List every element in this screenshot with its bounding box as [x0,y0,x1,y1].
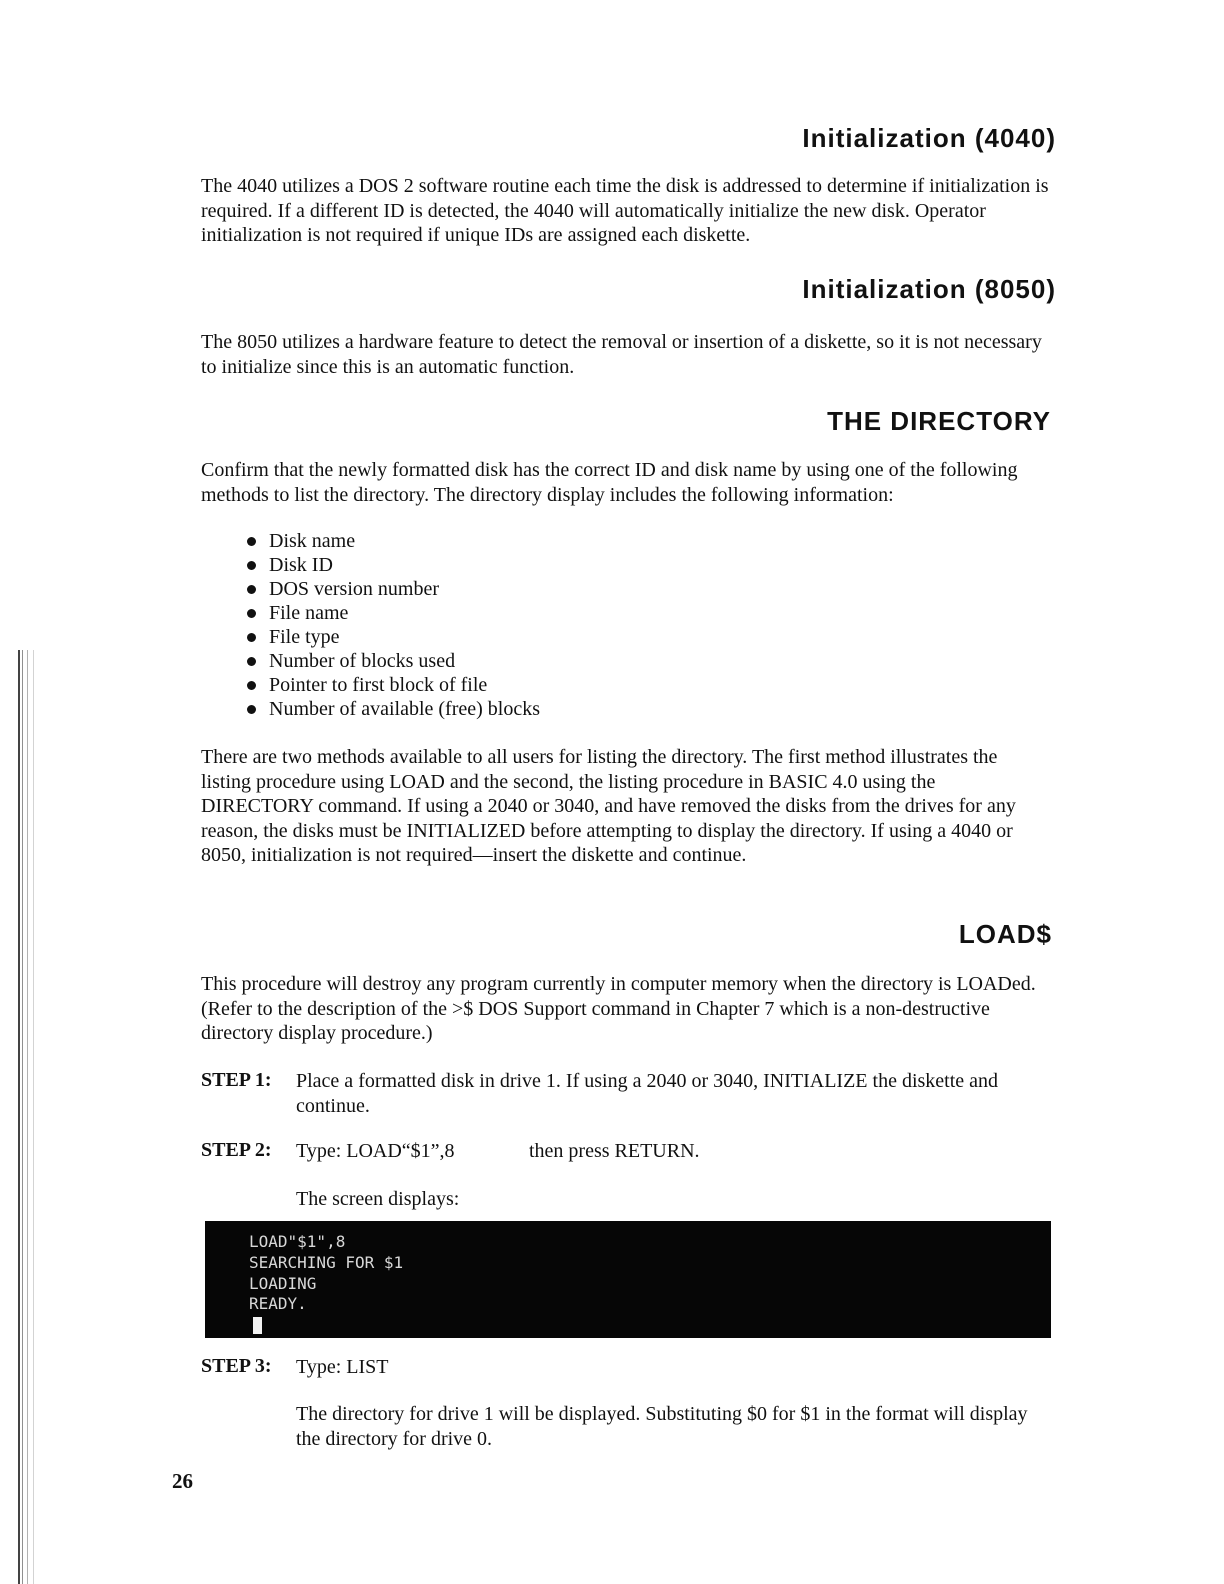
list-item [246,577,540,601]
bullet-icon [247,561,256,570]
list-item [246,529,540,553]
step-3-note: The directory for drive 1 will be displayed. Substituting $0 for $1 in the format will display the directory for drive 0. [296,1403,1028,1450]
list-item-text: Disk ID [269,554,333,576]
heading-initialization-8050: Initialization (8050) [802,274,1056,304]
page-number: 26 [172,1469,193,1493]
paragraph-directory-intro: Confirm that the newly formatted disk has the correct ID and disk name by using one of the following methods to list the directory. The directory display includes the following information: [201,459,1018,506]
step-1-label: STEP 1: [201,1069,272,1091]
paragraph-initialization-8050: The 8050 utilizes a hardware feature to detect the removal or insertion of a diskette, so it is not necessary to initialize since this is an automatic function. [201,331,1042,378]
step-2-note: The screen displays: [296,1188,460,1210]
heading-initialization-4040: Initialization (4040) [802,123,1056,153]
screen-line: LOADING [249,1274,317,1293]
list-item-text: Disk name [269,530,356,552]
screen-line: SEARCHING FOR $1 [249,1253,404,1272]
heading-load: LOAD$ [958,919,1052,949]
step-2-label: STEP 2: [201,1139,272,1161]
step-2-command: Type: LOAD“$1”,8 [296,1140,455,1162]
bullet-icon [247,537,256,546]
bullet-icon [247,681,256,690]
step-3-label: STEP 3: [201,1355,272,1377]
list-item-text: File type [269,626,340,648]
bullet-icon [247,609,256,618]
screen-line: READY. [249,1294,307,1313]
list-item-text: Number of blocks used [269,650,456,672]
bullet-icon [247,585,256,594]
screen-display [205,1221,1051,1338]
list-item-text: Number of available (free) blocks [269,698,540,720]
paragraph-listing-methods: There are two methods available to all users for listing the directory. The first method illustrates the listing procedure using LOAD and the second, the listing procedure in BASIC 4.0 using the DIRECTORY command. If using a 2040 or 3040, and have removed the disks from the drives for any reason, the disks must be INITIALIZED before attempting to display the directory. If using a 4040 or 8050, initialization is not required—insert the diskette and continue. [201,746,1016,866]
step-2-action: then press RETURN. [529,1140,700,1162]
list-item [246,649,540,673]
list-item-text: DOS version number [269,578,439,600]
list-item [246,673,540,697]
list-item [246,625,540,649]
directory-info-list [246,529,540,721]
list-item [246,601,540,625]
list-item-text: Pointer to first block of file [269,674,488,696]
step-1-text: Place a formatted disk in drive 1. If using a 2040 or 3040, INITIALIZE the diskette and continue. [296,1070,999,1117]
bullet-icon [247,657,256,666]
paragraph-initialization-4040: The 4040 utilizes a DOS 2 software routine each time the disk is addressed to determine if initialization is required. If a different ID is detected, the 4040 will automatically initialize the new disk. Operator initialization is not required if unique IDs are assigned each diskette. [201,175,1049,246]
bullet-icon [247,633,256,642]
heading-the-directory: THE DIRECTORY [827,406,1051,436]
cursor-icon [253,1317,262,1334]
binding-edge [0,650,44,1584]
step-3-command: Type: LIST [296,1356,389,1378]
list-item-text: File name [269,602,349,624]
paragraph-load-intro: This procedure will destroy any program currently in computer memory when the directory is LOADed. (Refer to the description of the >$ DOS Support command in Chapter 7 which is a non-destructive directory display procedure.) [201,973,1036,1044]
screen-line: LOAD"$1",8 [249,1232,346,1251]
list-item [246,553,540,577]
list-item [246,697,540,721]
bullet-icon [247,705,256,714]
